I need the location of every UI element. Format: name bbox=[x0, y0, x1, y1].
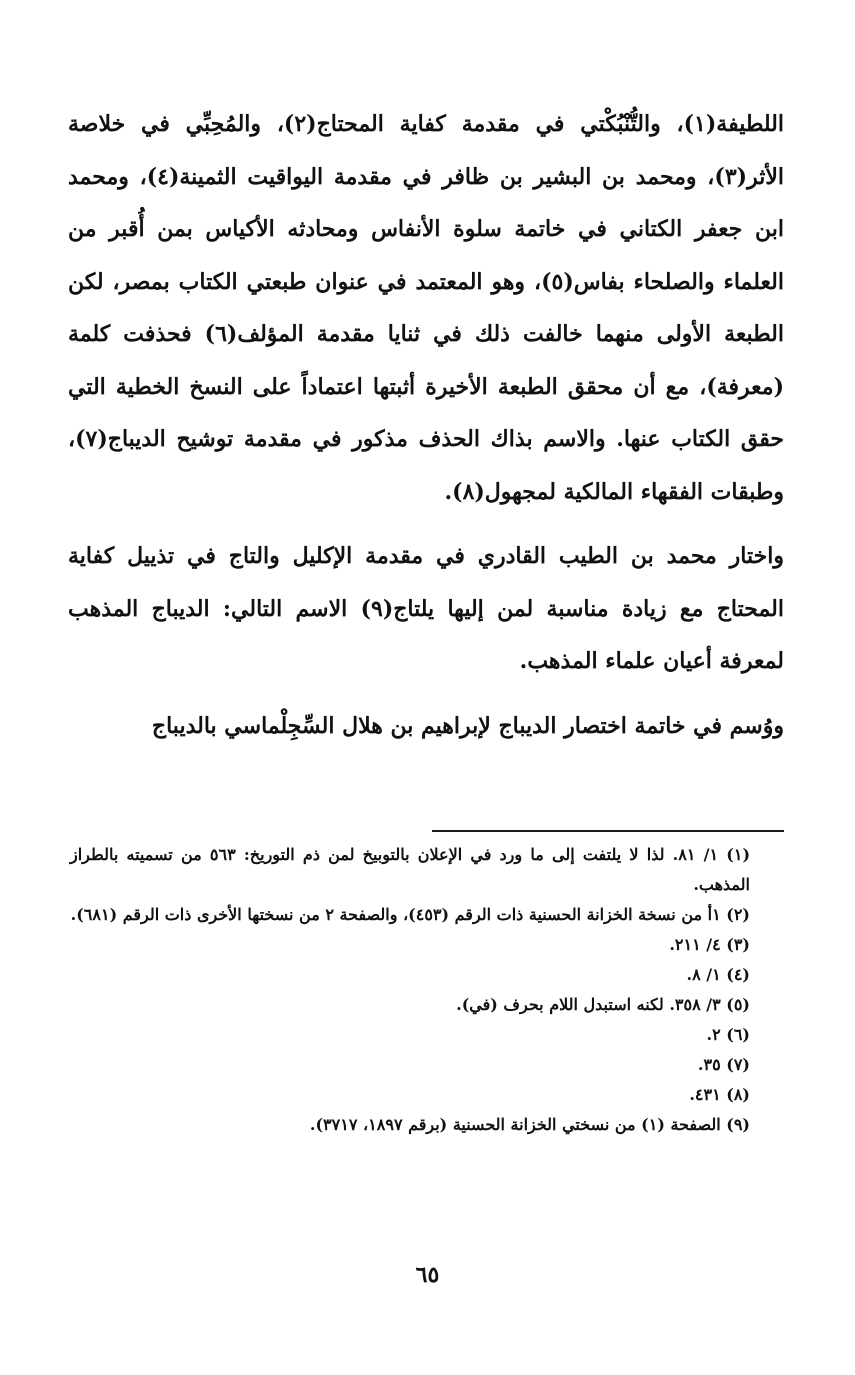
footnotes bbox=[70, 840, 784, 1140]
footnote: (٢) ١أ من نسخة الخزانة الحسنية ذات الرقم (٤٥٣)، والصفحة ٢ من نسختها الأخرى ذات الرقم (٦٨١). bbox=[70, 905, 750, 924]
footnote: (٩) الصفحة (١) من نسختي الخزانة الحسنية (برقم ١٨٩٧، ٣٧١٧). bbox=[309, 1115, 750, 1134]
footnote: (٦) ٢. bbox=[706, 1025, 750, 1044]
footnote: (٥) ٣/ ٣٥٨. لكنه استبدل اللام بحرف (في). bbox=[456, 995, 750, 1014]
paragraph: اللطيفة(١)، والتُّنْبُكْتي في مقدمة كفاية المحتاج(٢)، والمُحِبِّي في خلاصة الأثر(٣)، ومحمد بن البشير بن ظافر في مقدمة اليواقيت الثمينة(٤)، ومحمد ابن جعفر الكتاني في خاتمة سلوة الأنفاس ومحادثه الأكياس بمن أُقبر من العلماء والصلحاء بفاس(٥)، وهو المعتمد في عنوان طبعتي الكتاب بمصر، لكن الطبعة الأولى منهما خالفت ذلك في ثنايا مقدمة المؤلف(٦) فحذفت كلمة (معرفة)، مع أن محقق الطبعة الأخيرة أثبتها اعتماداً على النسخ الخطية التي حقق الكتاب عنها. والاسم بذاك الحذف مذكور في مقدمة توشيح الديباج(٧)، وطبقات الفقهاء المالكية لمجهول(٨). bbox=[68, 111, 784, 505]
footnote: (٤) ١/ ٨. bbox=[686, 965, 750, 984]
footnote-separator bbox=[432, 830, 784, 832]
footnote: (٧) ٣٥. bbox=[697, 1055, 750, 1074]
page-number: ٦٥ bbox=[415, 1262, 440, 1288]
paragraph: واختار محمد بن الطيب القادري في مقدمة الإكليل والتاج في تذييل كفاية المحتاج مع زيادة مناسبة لمن إليها يلتاج(٩) الاسم التالي: الديباج المذهب لمعرفة أعيان علماء المذهب. bbox=[68, 543, 784, 674]
body-text bbox=[68, 98, 784, 752]
footnote: (٣) ٤/ ٢١١. bbox=[669, 935, 750, 954]
footnote: (١) ١/ ٨١. لذا لا يلتفت إلى ما ورد في الإعلان بالتوبيخ لمن ذم التوريخ: ٥٦٣ من تسميته بالطراز المذهب. bbox=[70, 845, 751, 894]
paragraph: ووُسم في خاتمة اختصار الديباج لإبراهيم بن هلال السِّجِلْماسي بالديباج bbox=[151, 712, 784, 739]
footnote: (٨) ٤٣١. bbox=[689, 1085, 750, 1104]
